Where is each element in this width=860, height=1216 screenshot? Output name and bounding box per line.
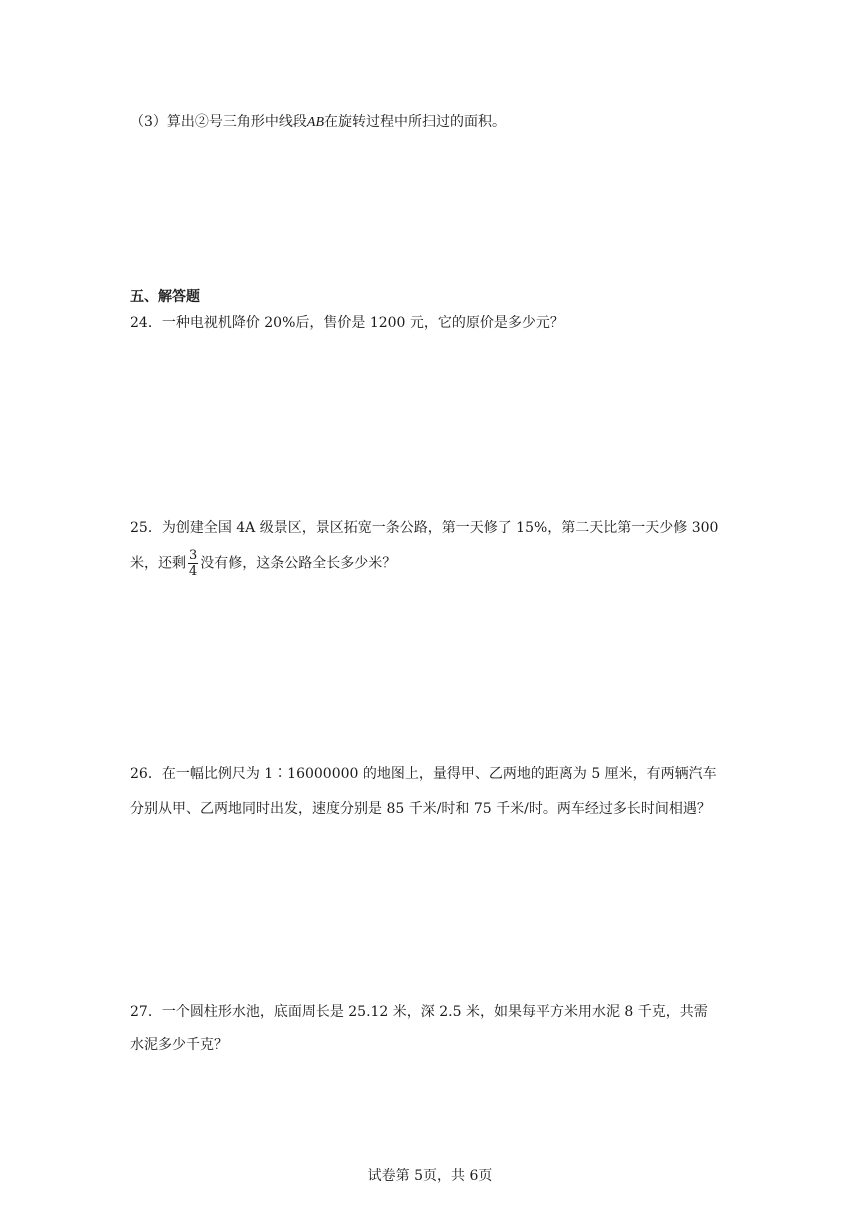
page-footer: 试卷第 5页，共 6页 bbox=[367, 1168, 493, 1184]
question-24: 24．一种电视机降价 20%后，售价是 1200 元，它的原价是多少元？ bbox=[130, 315, 564, 331]
fraction-denominator: 4 bbox=[189, 564, 198, 579]
q23-prefix: （3）算出②号三角形中线段 bbox=[130, 114, 307, 130]
q23-suffix: 在旋转过程中所扫过的面积。 bbox=[324, 114, 507, 130]
question-23-part-3 bbox=[130, 112, 506, 133]
segment-variable: AB bbox=[306, 115, 325, 130]
question-27-line-1: 27．一个圆柱形水池，底面周长是 25.12 米，深 2.5 米，如果每平方米用水泥 8 千克，共需 bbox=[130, 1004, 708, 1020]
q25-suffix: 没有修，这条公路全长多少米？ bbox=[200, 555, 397, 572]
question-26-line-2: 分别从甲、乙两地同时出发，速度分别是 85 千米/时和 75 千米/时。两车经过多长时间相遇？ bbox=[130, 801, 711, 817]
question-25-line-2 bbox=[130, 548, 396, 579]
question-26-line-1: 26．在一幅比例尺为 1∶16000000 的地图上，量得甲、乙两地的距离为 5 厘米，有两辆汽车 bbox=[130, 766, 717, 782]
fraction bbox=[188, 548, 198, 579]
question-27-line-2: 水泥多少千克？ bbox=[130, 1037, 228, 1053]
fraction-numerator: 3 bbox=[189, 548, 198, 563]
question-25-line-1: 25．为创建全国 4A 级景区，景区拓宽一条公路，第一天修了 15%，第二天比第一天少修 300 bbox=[130, 520, 719, 536]
section-title: 五、解答题 bbox=[130, 289, 200, 305]
q25-prefix: 米，还剩 bbox=[130, 555, 186, 572]
